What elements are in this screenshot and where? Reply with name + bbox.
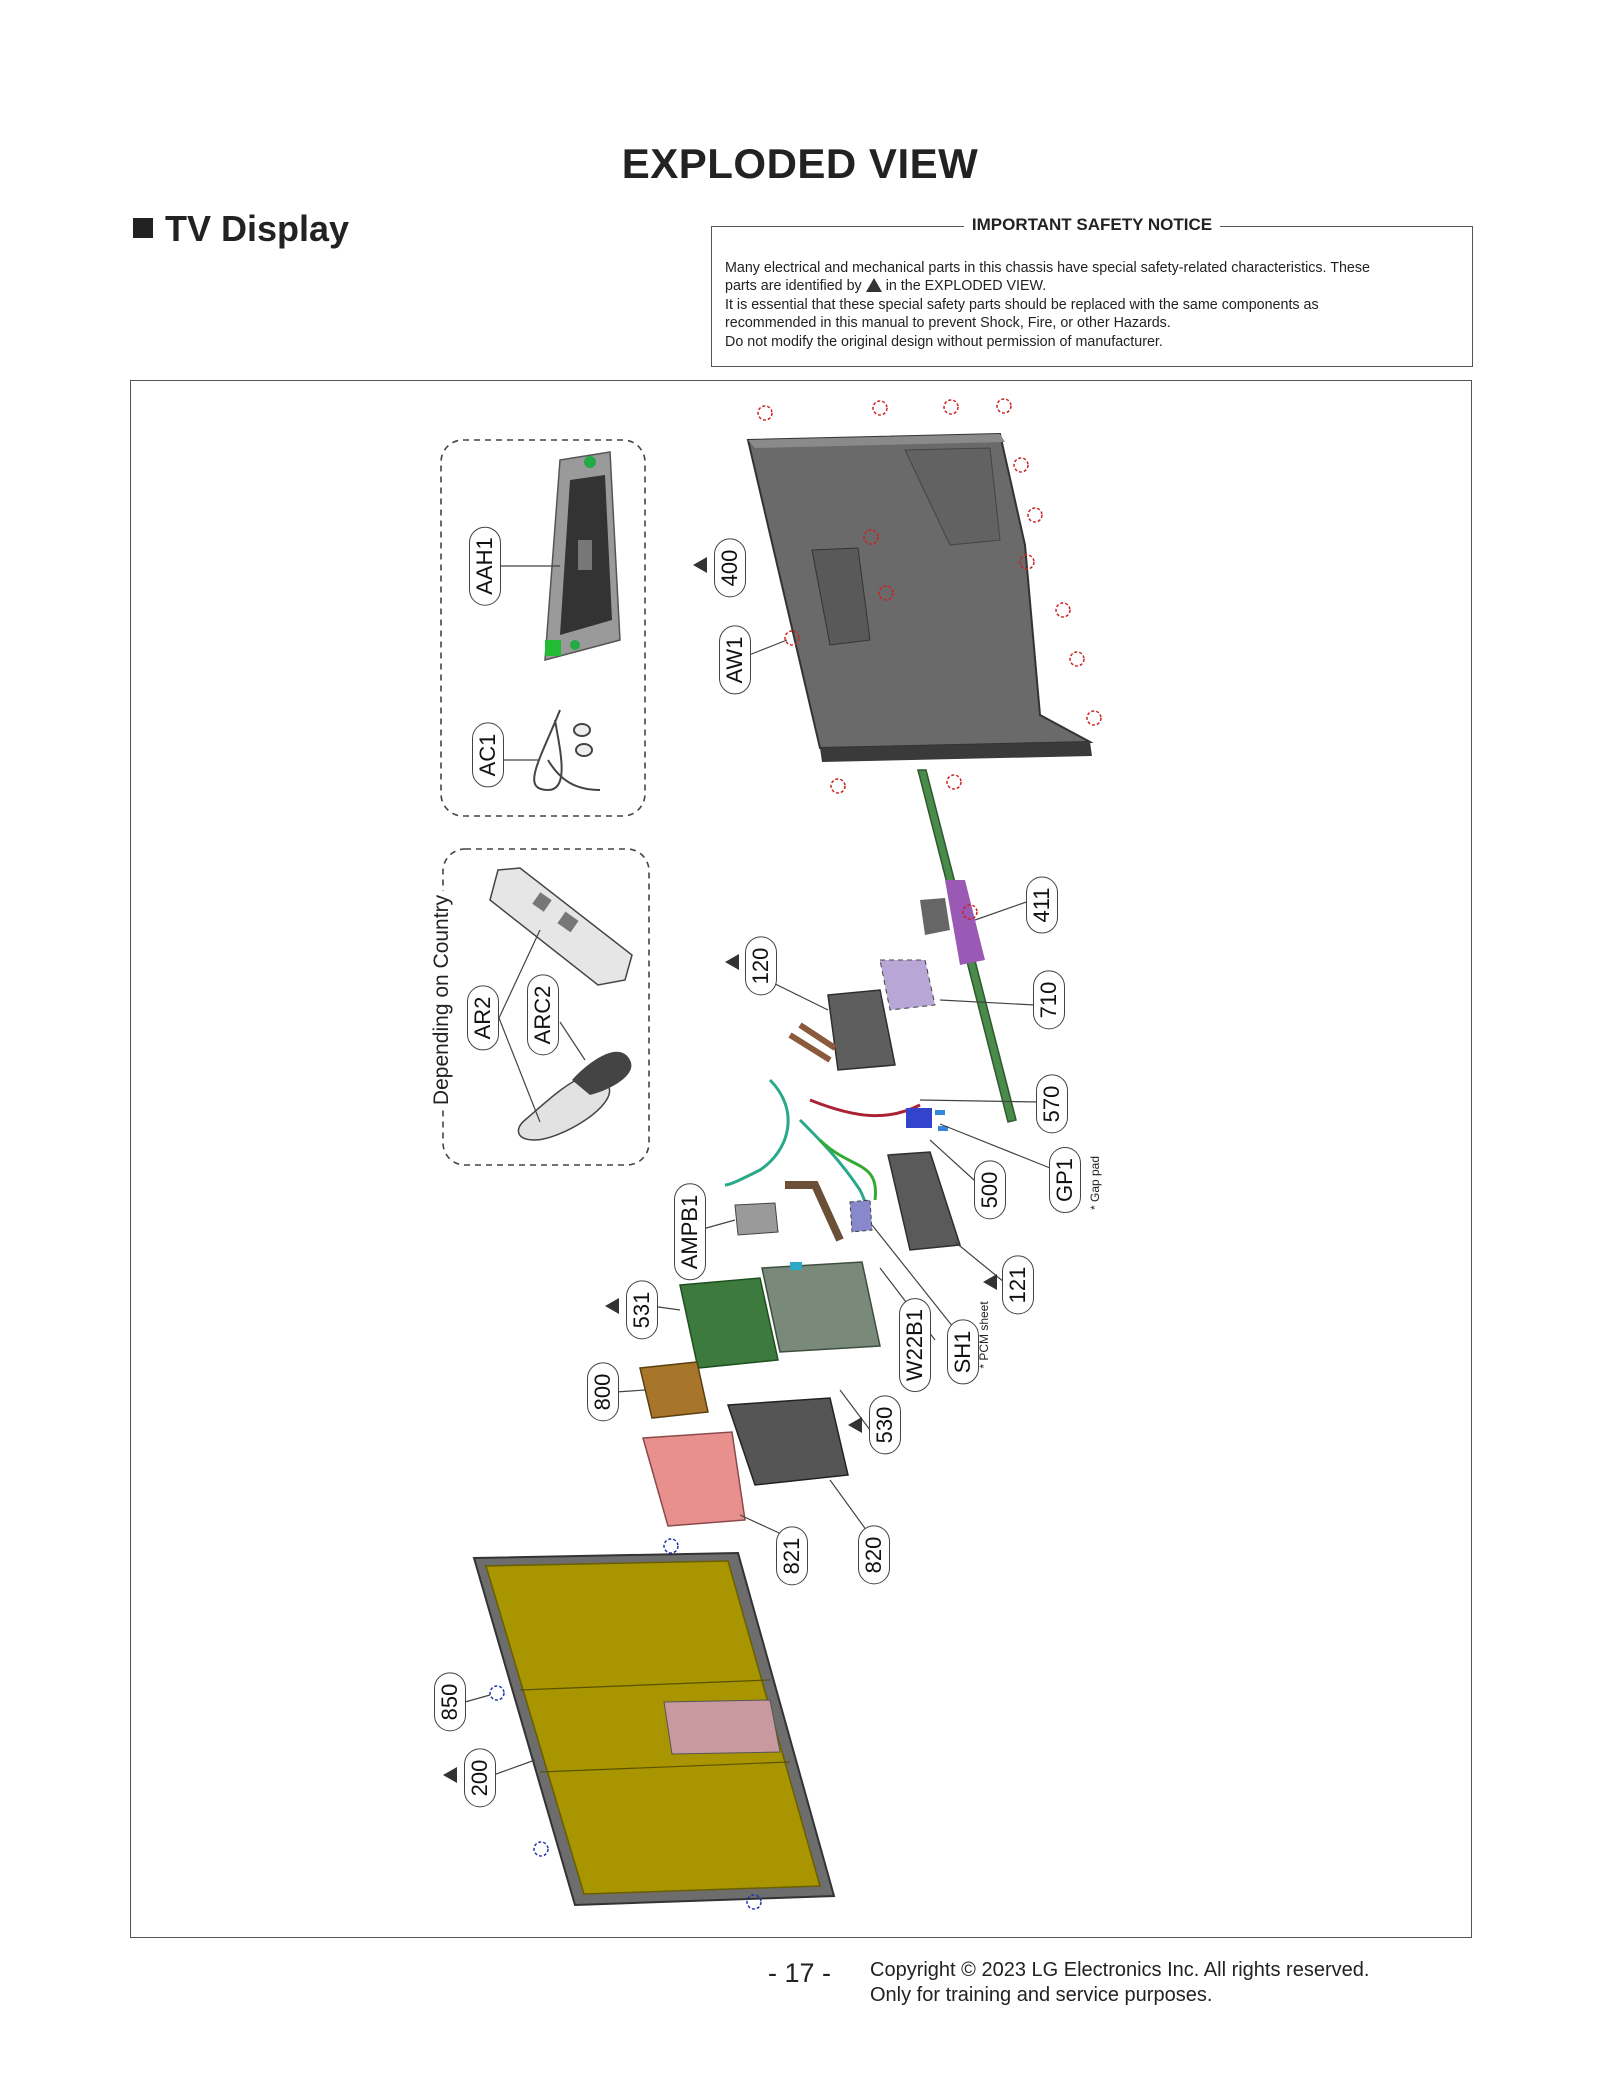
warning-triangle-icon	[983, 1274, 997, 1290]
screw-icon	[534, 1842, 548, 1856]
screw-icon	[1014, 458, 1028, 472]
callout-800: 800	[587, 1363, 619, 1422]
warning-triangle-icon	[443, 1767, 457, 1783]
page-number: - 17 -	[768, 1958, 832, 1988]
remote-graphics	[490, 868, 632, 1140]
callout-411: 411	[1026, 876, 1058, 933]
screw-icon	[664, 1539, 678, 1553]
callout-821: 821	[776, 1527, 808, 1586]
callout-850: 850	[434, 1673, 466, 1732]
callout-W22B1: W22B1	[899, 1298, 931, 1392]
screw-icon	[873, 401, 887, 415]
notice-line-2a: parts are identified by	[725, 278, 862, 295]
boards-graphic	[680, 1262, 880, 1368]
screw-icon	[1056, 603, 1070, 617]
depending-on-country-label: Depending on Country	[430, 891, 454, 1109]
callout-570: 570	[1036, 1075, 1068, 1134]
screw-icon	[947, 775, 961, 789]
screw-icon	[831, 779, 845, 793]
cable-graphic	[534, 710, 600, 790]
screw-icon	[997, 399, 1011, 413]
copyright-line-2: Only for training and service purposes.	[870, 1984, 1213, 2006]
callout-SH1: SH1	[947, 1320, 979, 1385]
main-board-graphic	[790, 960, 935, 1070]
copyright	[870, 1958, 1369, 2008]
callout-AAH1: AAH1	[469, 526, 501, 605]
heatsink-graphic	[640, 1362, 708, 1418]
small-boards-graphic	[735, 1185, 872, 1240]
notice-line-3: It is essential that these special safety parts should be replaced with the same components as	[725, 296, 1319, 313]
callout-530: 530	[869, 1396, 901, 1455]
section-title-text: TV Display	[165, 208, 350, 249]
screw-icon	[758, 406, 772, 420]
screw-icon	[944, 400, 958, 414]
wall-bracket-graphic	[545, 452, 620, 660]
notice-line-1: Many electrical and mechanical parts in this chassis have special safety-related characteristics. These	[725, 260, 1370, 276]
pcm-sheet-note: * PCM sheet	[977, 1301, 991, 1369]
callout-500: 500	[974, 1161, 1006, 1220]
callout-ARC2: ARC2	[527, 975, 559, 1056]
frame-rail-graphic	[918, 770, 1016, 1122]
gap-pad-note: * Gap pad	[1088, 1155, 1102, 1211]
warning-triangle-icon	[848, 1417, 862, 1433]
warning-triangle-icon	[693, 557, 707, 573]
callout-GP1: GP1	[1049, 1147, 1081, 1213]
callout-120: 120	[745, 937, 777, 996]
screw-icon	[1087, 711, 1101, 725]
callout-121: 121	[1002, 1256, 1034, 1315]
warning-triangle-icon	[605, 1298, 619, 1314]
screw-icon	[490, 1686, 504, 1700]
callout-820: 820	[858, 1526, 890, 1585]
screw-icon	[1070, 652, 1084, 666]
callout-AC1: AC1	[472, 723, 504, 788]
callout-400: 400	[714, 539, 746, 598]
callout-710: 710	[1033, 971, 1065, 1030]
safety-notice-heading: IMPORTANT SAFETY NOTICE	[964, 215, 1220, 234]
insulation-sheet-graphic	[643, 1432, 745, 1526]
screw-icon	[1028, 508, 1042, 522]
shield-plate-graphic	[728, 1398, 848, 1485]
notice-line-2b: in the EXPLODED VIEW.	[885, 278, 1047, 295]
copyright-line-1: Copyright © 2023 LG Electronics Inc. All rights reserved.	[870, 1959, 1370, 1981]
page-title: EXPLODED VIEW	[621, 140, 979, 187]
callout-531: 531	[626, 1281, 658, 1340]
power-board-graphic	[888, 1108, 960, 1250]
callout-AW1: AW1	[719, 626, 751, 695]
back-cover-graphic	[748, 434, 1092, 762]
callout-200: 200	[464, 1749, 496, 1808]
warning-triangle-icon	[725, 954, 739, 970]
display-panel-graphic	[474, 1553, 834, 1905]
callout-AMPB1: AMPB1	[674, 1184, 706, 1281]
callout-AR2: AR2	[467, 986, 499, 1051]
notice-line-4: recommended in this manual to prevent Shock, Fire, or other Hazards.	[725, 315, 1171, 332]
notice-line-5: Do not modify the original design without permission of manufacturer.	[725, 333, 1163, 350]
